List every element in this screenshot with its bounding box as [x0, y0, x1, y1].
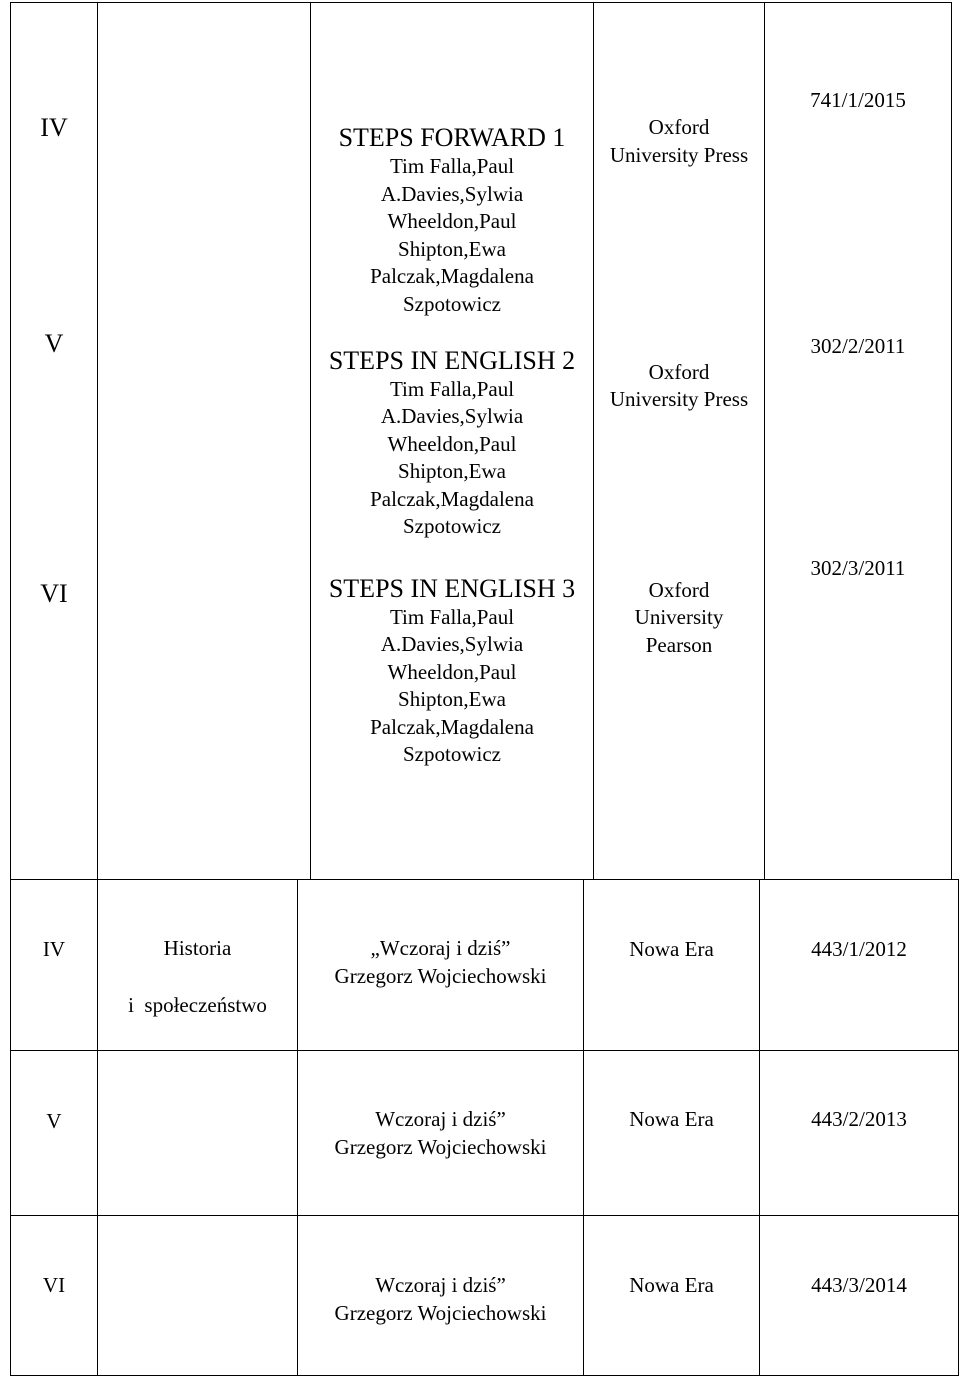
author-line: Shipton,Ewa: [398, 687, 506, 711]
approval-number-cell: [765, 3, 952, 325]
subject-cell: [98, 880, 298, 1051]
grade-label: V: [44, 328, 64, 358]
subject-cell: [98, 1051, 298, 1216]
publisher-block: [594, 551, 764, 660]
author-line: Palczak,Magdalena: [370, 714, 534, 739]
author-line: Shipton,Ewa: [398, 236, 506, 261]
grade-label: V: [46, 1109, 62, 1133]
approval-number-cell: [760, 880, 959, 1051]
grade-cell: [11, 325, 98, 551]
author-line: Grzegorz Wojciechowski: [334, 1135, 547, 1159]
table-row: [11, 325, 952, 551]
publisher-block: [594, 325, 764, 414]
author-line: Tim Falla,Paul: [389, 154, 515, 178]
publisher-line: University: [634, 605, 724, 629]
textbook-block: [311, 3, 593, 318]
author-line: Grzegorz Wojciechowski: [334, 964, 547, 988]
textbook-block: [298, 1051, 583, 1161]
table-row: [11, 1216, 959, 1376]
table-row: [11, 3, 952, 325]
publisher-line: University Press: [609, 142, 749, 167]
author-line: Szpotowicz: [403, 291, 501, 316]
author-line: Szpotowicz: [403, 514, 501, 538]
grade-label: VI: [42, 1273, 66, 1297]
grade-label: VI: [40, 578, 68, 608]
textbook-block: [298, 880, 583, 990]
textbook-title: STEPS IN ENGLISH 3: [328, 573, 576, 603]
textbook-title: STEPS IN ENGLISH 2: [328, 345, 576, 375]
subject-cell: [98, 325, 311, 551]
textbook-cell: [298, 1216, 584, 1376]
textbook-cell: [298, 1051, 584, 1216]
author-line: Palczak,Magdalena: [370, 264, 534, 288]
publisher-line: Pearson: [645, 632, 713, 657]
grade-cell: [11, 1051, 98, 1216]
table-row: [11, 551, 952, 880]
publisher-line: Oxford: [648, 359, 710, 384]
publisher-name: Nowa Era: [629, 1107, 714, 1131]
author-line: Wheeldon,Paul: [387, 209, 517, 233]
author-line: Wheeldon,Paul: [387, 431, 517, 456]
publisher-cell: [584, 1216, 760, 1376]
approval-number: 443/2/2013: [811, 1107, 907, 1131]
textbook-block: [298, 1216, 583, 1327]
publisher-cell: [594, 325, 765, 551]
author-line: Tim Falla,Paul: [389, 376, 515, 401]
textbook-title: Wczoraj i dziś”: [375, 1107, 506, 1131]
author-line: Palczak,Magdalena: [370, 486, 534, 511]
author-line: A.Davies,Sylwia: [380, 404, 524, 428]
textbook-block: [311, 325, 593, 541]
publisher-name: Nowa Era: [629, 937, 714, 961]
grade-cell: [11, 1216, 98, 1376]
subject-line: i społeczeństwo: [128, 993, 267, 1017]
table-row: [11, 880, 959, 1051]
approval-number: 443/3/2014: [811, 1273, 907, 1297]
approval-number: 302/2/2011: [810, 333, 906, 358]
textbook-cell: [311, 325, 594, 551]
author-line: Szpotowicz: [403, 742, 501, 766]
author-line: Shipton,Ewa: [398, 459, 506, 483]
textbook-title: „Wczoraj i dziś”: [370, 936, 511, 960]
subject-cell: [98, 551, 311, 880]
approval-number-cell: [765, 551, 952, 880]
grade-label: IV: [40, 113, 68, 142]
approval-number: 741/1/2015: [810, 88, 906, 112]
table-row: [11, 1051, 959, 1216]
publisher-name: Nowa Era: [629, 1273, 714, 1297]
textbook-title: Wczoraj i dziś”: [375, 1273, 506, 1297]
approval-number-cell: [765, 325, 952, 551]
author-line: Wheeldon,Paul: [387, 659, 517, 684]
publisher-cell: [594, 3, 765, 325]
approval-number-cell: [760, 1051, 959, 1216]
approval-number-cell: [760, 1216, 959, 1376]
history-textbooks-table: [10, 879, 959, 1376]
textbook-title: STEPS FORWARD 1: [338, 123, 566, 152]
textbook-cell: [311, 551, 594, 880]
author-line: A.Davies,Sylwia: [380, 181, 524, 206]
publisher-block: [594, 3, 764, 169]
approval-number: 302/3/2011: [810, 555, 906, 580]
grade-cell: [11, 551, 98, 880]
grade-label: IV: [42, 937, 66, 961]
subject-cell: [98, 1216, 298, 1376]
subject-cell: [98, 3, 311, 325]
approval-number: 443/1/2012: [811, 937, 907, 961]
publisher-cell: [584, 880, 760, 1051]
textbook-block: [311, 551, 593, 769]
author-line: Tim Falla,Paul: [389, 604, 515, 629]
publisher-line: Oxford: [648, 115, 710, 139]
publisher-cell: [594, 551, 765, 880]
publisher-cell: [584, 1051, 760, 1216]
grade-cell: [11, 3, 98, 325]
english-textbooks-table: [10, 2, 952, 880]
author-line: A.Davies,Sylwia: [380, 632, 524, 656]
grade-cell: [11, 880, 98, 1051]
subject-block: [98, 880, 297, 1019]
textbook-cell: [311, 3, 594, 325]
subject-line: Historia: [163, 936, 232, 960]
publisher-line: University Press: [609, 387, 749, 411]
textbook-cell: [298, 880, 584, 1051]
publisher-line: Oxford: [648, 577, 710, 602]
author-line: Grzegorz Wojciechowski: [334, 1301, 547, 1325]
